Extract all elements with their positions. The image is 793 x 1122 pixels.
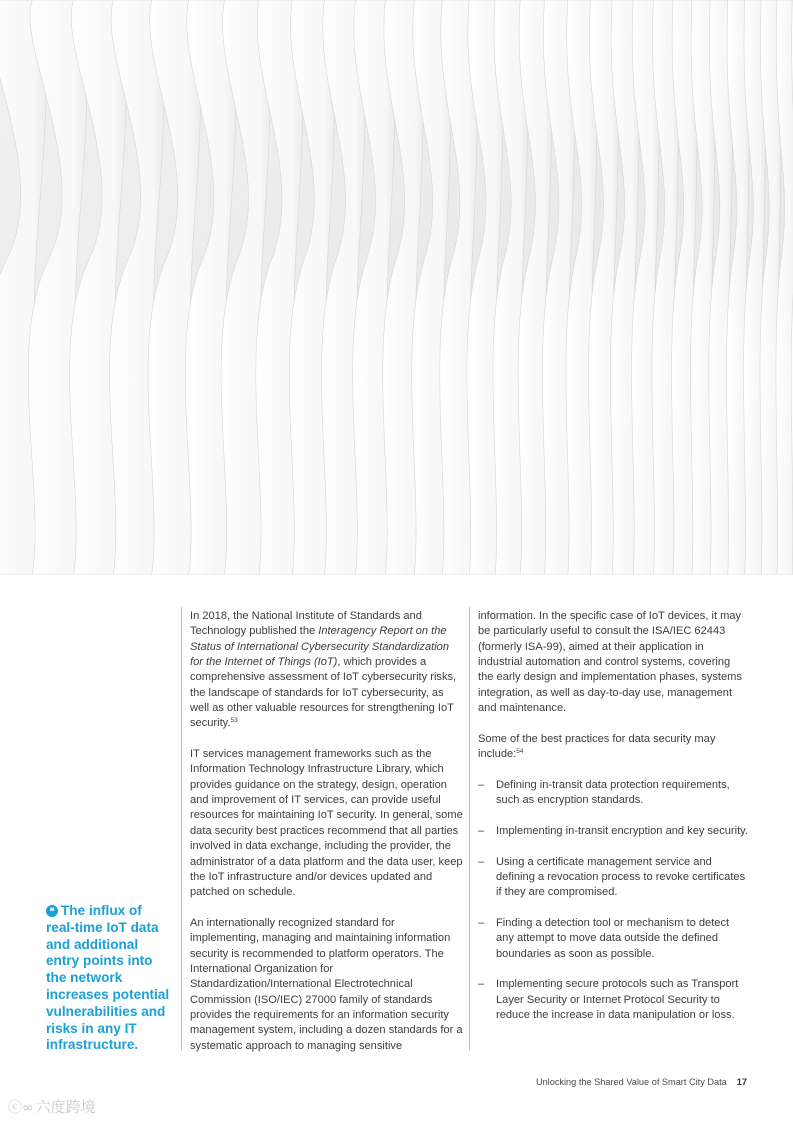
list-item [478,824,748,839]
pull-quote [46,903,174,1054]
best-practices-list [478,778,748,1024]
list-item-text: Implementing in-transit encryption and key security. [496,824,748,837]
watermark-logo-icon: ⓒ∞ [8,1100,34,1116]
paragraph-text: Some of the best practices for data security may include: [478,732,716,761]
list-item [478,855,748,901]
page-number: 17 [736,1077,747,1087]
paragraph [478,732,748,763]
paragraph: An internationally recognized standard for implementing, managing and maintaining information security is recommended to platform operators. The International Organization for Standardization/International Electrotechnical Commission (ISO/IEC) 27000 family of standards provides the requirements for an information security management system, including a dozen standards for a systematic approach to managing sensitive [190,916,463,1052]
footer-title: Unlocking the Shared Value of Smart City Data [535,1077,727,1087]
paragraph-text: , which provides a comprehensive assessment of IoT cybersecurity risks, the landscape of standards for IoT cybersecurity, as well as other valuable resources for strengthening IoT security. [190,656,457,730]
quote-icon: ❝ [46,905,58,917]
watermark-text: 六度跨境 [35,1098,96,1116]
list-item-text: Defining in-transit data protection requirements, such as encryption standards. [496,778,730,807]
dash-bullet: – [478,978,485,991]
list-item [478,916,748,962]
watermark [8,1096,96,1117]
body-column-right [478,609,748,1039]
footnote-ref: 54 [516,748,524,756]
list-item [478,778,748,809]
dash-bullet: – [478,855,485,868]
column-divider [469,607,470,1050]
list-item-text: Using a certificate management service and defining a revocation process to revoke certificates if they are compromised. [496,855,746,899]
paragraph-text: In 2018, the National Institute of Standards and Technology published the [190,610,422,638]
list-item-text: Implementing secure protocols such as Transport Layer Security or Internet Protocol Security to reduce the increase in data manipulation or loss. [496,978,739,1021]
column-divider [181,607,182,1050]
dash-bullet: – [478,916,485,929]
list-item [478,977,748,1023]
list-item-text: Finding a detection tool or mechanism to detect any attempt to move data outside the defined boundaries as soon as possible. [496,916,730,960]
body-column-left [190,609,464,1069]
pull-quote-text: The influx of real-time IoT data and additional entry points into the network increases potential vulnerabilities and risks in any IT infrastructure. [46,903,170,1053]
dash-bullet: – [478,824,485,837]
paragraph: information. In the specific case of IoT devices, it may be particularly useful to consult the ISA/IEC 62443 (formerly ISA-99), aimed at their application in industrial automation and control systems, covering the early design and implementation phases, systems integration, as well as day-to-day use, management and maintenance. [478,610,742,715]
report-title: Interagency Report on the Status of International Cybersecurity Standardization for the Internet of Things (IoT) [190,625,449,669]
paragraph: IT services management frameworks such as the Information Technology Infrastructure Library, which provides guidance on the strategy, design, operation and improvement of IT services, can provide useful resources for maintaining IoT security. In general, some data security best practices recommend that all parties involved in data exchange, including the provider, the administrator of a data platform and the data user, keep the IoT infrastructure and/or devices updated and patched on schedule. [190,748,463,899]
footnote-ref: 53 [230,717,238,725]
dash-bullet: – [478,778,485,791]
paragraph [190,609,464,732]
page-footer [536,1077,747,1087]
